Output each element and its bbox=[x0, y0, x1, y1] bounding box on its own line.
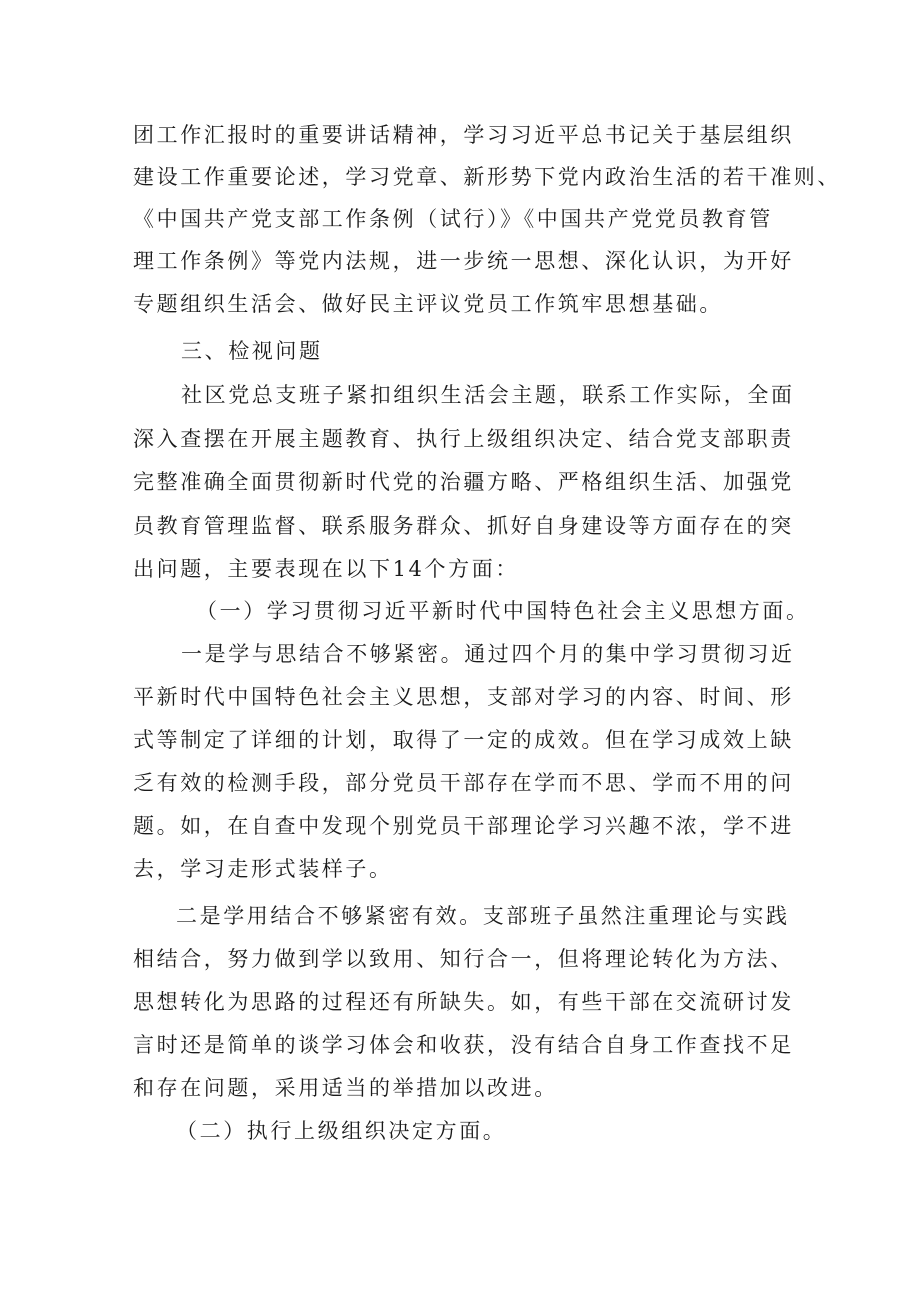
text-line: 相结合，努力做到学以致用、知行合一，但将理论转化为方法、 bbox=[133, 947, 794, 971]
text-line: 完整准确全面贯彻新时代党的治疆方略、严格组织生活、加强党 bbox=[133, 470, 794, 494]
text-line: 去，学习走形式装样子。 bbox=[133, 857, 393, 881]
text-line: 乏有效的检测手段，部分党员干部存在学而不思、学而不用的问 bbox=[133, 771, 794, 795]
subsection-heading: （二）执行上级组织决定方面。 bbox=[176, 1119, 507, 1143]
text-line: 一是学与思结合不够紧密。通过四个月的集中学习贯彻习近 bbox=[181, 642, 795, 666]
section-heading: 三、检视问题 bbox=[181, 339, 323, 363]
text-line: 社区党总支班子紧扣组织生活会主题，联系工作实际，全面 bbox=[181, 383, 795, 407]
text-line: 和存在问题，采用适当的举措加以改进。 bbox=[133, 1076, 558, 1100]
text-line: 《中国共产党支部工作条例（试行）》《中国共产党党员教育管 bbox=[133, 207, 773, 231]
text-line: 平新时代中国特色社会主义思想，支部对学习的内容、时间、形 bbox=[133, 685, 794, 709]
text-line: 团工作汇报时的重要讲话精神，学习习近平总书记关于基层组织 bbox=[133, 123, 794, 147]
subsection-heading: （一）学习贯彻习近平新时代中国特色社会主义思想方面。 bbox=[196, 599, 810, 623]
text-line: 员教育管理监督、联系服务群众、抓好自身建设等方面存在的突 bbox=[133, 514, 794, 538]
text-line: 二是学用结合不够紧密有效。支部班子虽然注重理论与实践 bbox=[176, 904, 790, 928]
text-line: 题。如，在自查中发现个别党员干部理论学习兴趣不浓，学不进 bbox=[133, 814, 794, 838]
text-line: 思想转化为思路的过程还有所缺失。如，有些干部在交流研讨发 bbox=[133, 990, 794, 1014]
text-line: 言时还是简单的谈学习体会和收获，没有结合自身工作查找不足 bbox=[133, 1033, 794, 1057]
text-line: 建设工作重要论述，学习党章、新形势下党内政治生活的若干准则、 bbox=[133, 165, 841, 189]
text-line: 式等制定了详细的计划，取得了一定的成效。但在学习成效上缺 bbox=[133, 728, 794, 752]
text-line: 专题组织生活会、做好民主评议党员工作筑牢思想基础。 bbox=[133, 292, 723, 316]
text-line: 深入查摆在开展主题教育、执行上级组织决定、结合党支部职责 bbox=[133, 427, 794, 451]
text-line: 理工作条例》等党内法规，进一步统一思想、深化认识，为开好 bbox=[133, 249, 794, 273]
text-line: 出问题，主要表现在以下14个方面： bbox=[133, 557, 519, 581]
